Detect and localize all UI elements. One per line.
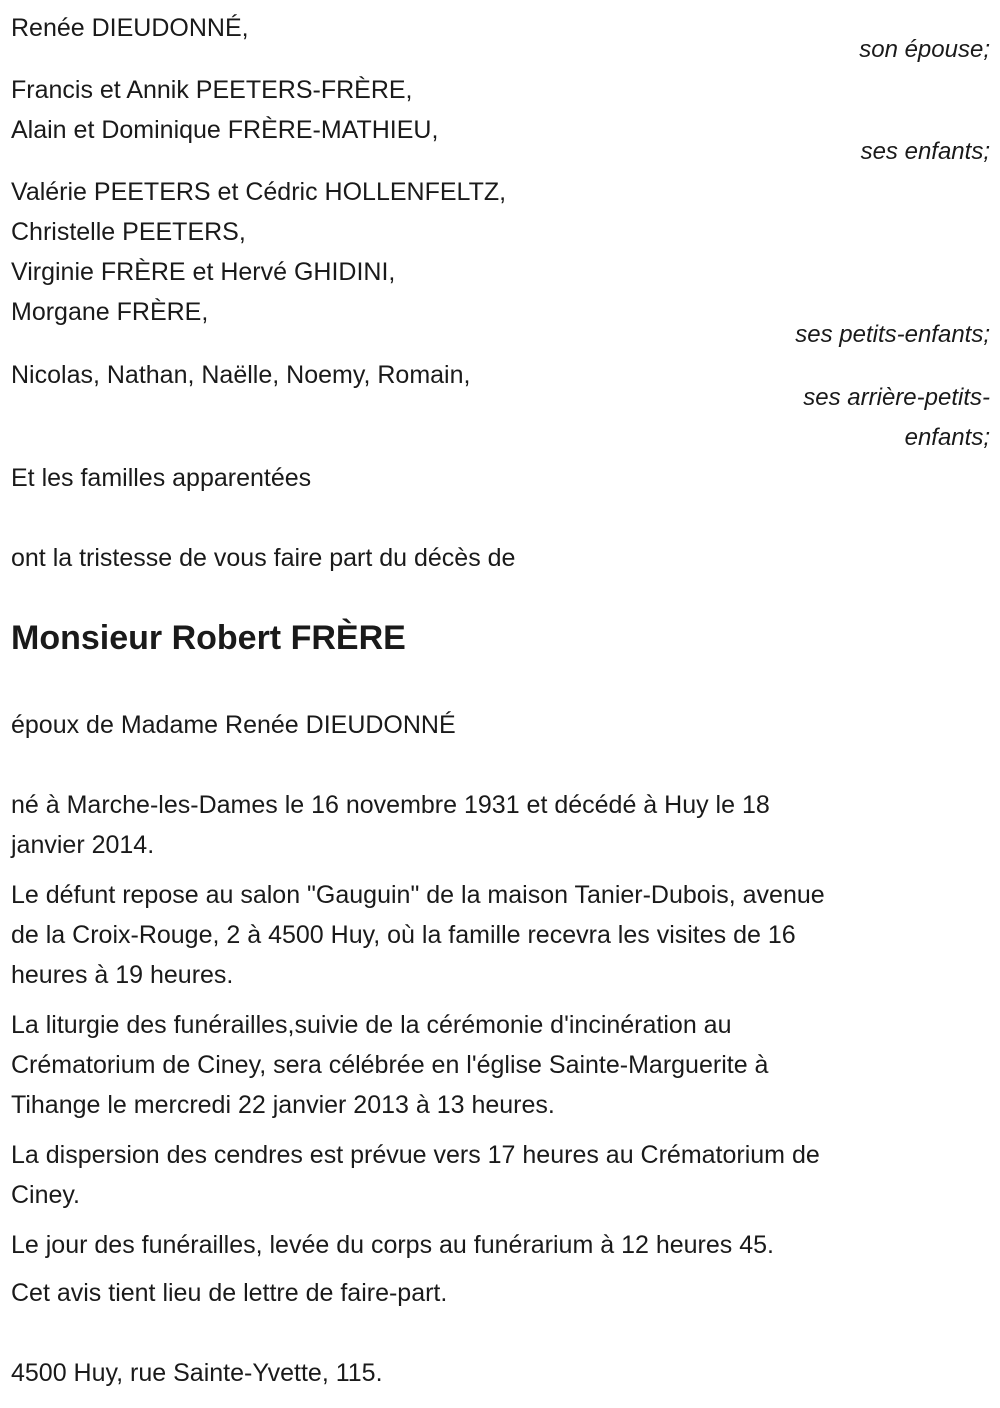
paragraph-line: Cet avis tient lieu de lettre de faire-part. (11, 1279, 448, 1307)
paragraph-line: né à Marche-les-Dames le 16 novembre 1931 et décédé à Huy le 18 (11, 791, 770, 819)
paragraph-line: Tihange le mercredi 22 janvier 2013 à 13 heures. (11, 1091, 555, 1119)
spouse-label: son épouse; (859, 36, 990, 63)
grandchildren-label: ses petits-enfants; (795, 321, 990, 348)
paragraph-line: Ciney. (11, 1181, 81, 1209)
grandchild-name: Valérie PEETERS et Cédric HOLLENFELTZ, (11, 178, 507, 206)
paragraph-line: La dispersion des cendres est prévue vers 17 heures au Crématorium de (11, 1141, 820, 1169)
spouse-name: Renée DIEUDONNÉ, (11, 14, 249, 42)
child-name: Francis et Annik PEETERS-FRÈRE, (11, 76, 413, 104)
grandchild-name: Morgane FRÈRE, (11, 298, 209, 326)
paragraph-line: Le défunt repose au salon "Gauguin" de la maison Tanier-Dubois, avenue (11, 881, 825, 909)
paragraph-line: heures à 19 heures. (11, 961, 234, 989)
paragraph-line: Le jour des funérailles, levée du corps au funérarium à 12 heures 45. (11, 1231, 774, 1259)
grandchild-name: Virginie FRÈRE et Hervé GHIDINI, (11, 258, 396, 286)
children-label: ses enfants; (860, 138, 990, 165)
address-text: 4500 Huy, rue Sainte-Yvette, 115. (11, 1359, 383, 1387)
announcement-text: ont la tristesse de vous faire part du décès de (11, 544, 516, 572)
great-grandchildren-label: ses arrière-petits- (803, 384, 990, 411)
deceased-name: Monsieur Robert FRÈRE (11, 619, 406, 657)
child-name: Alain et Dominique FRÈRE-MATHIEU, (11, 116, 439, 144)
spouse-of-text: époux de Madame Renée DIEUDONNÉ (11, 711, 456, 739)
grandchild-name: Christelle PEETERS, (11, 218, 246, 246)
paragraph-line: Crématorium de Ciney, sera célébrée en l'église Sainte-Marguerite à (11, 1051, 769, 1079)
paragraph-line: La liturgie des funérailles,suivie de la cérémonie d'incinération au (11, 1011, 732, 1039)
paragraph-line: janvier 2014. (11, 831, 155, 859)
paragraph-line: de la Croix-Rouge, 2 à 4500 Huy, où la famille recevra les visites de 16 (11, 921, 796, 949)
relatives-text: Et les familles apparentées (11, 464, 312, 492)
great-grandchildren-label: enfants; (904, 424, 990, 451)
great-grandchildren-names: Nicolas, Nathan, Naëlle, Noemy, Romain, (11, 361, 471, 389)
